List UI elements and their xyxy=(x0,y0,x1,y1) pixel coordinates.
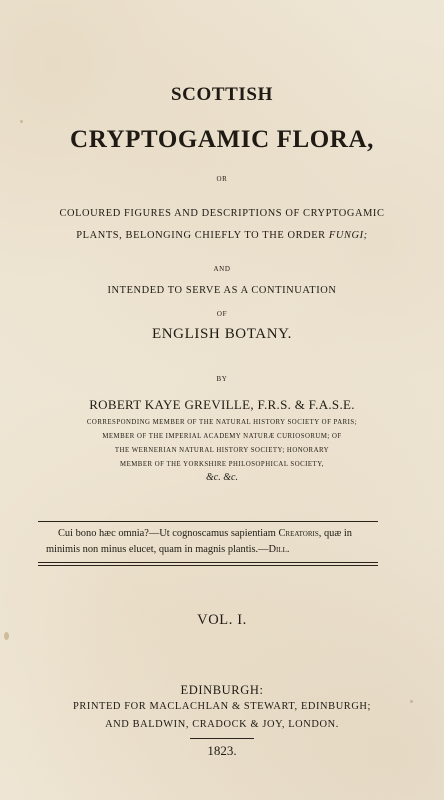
volume-label: VOL. I. xyxy=(197,612,247,628)
quote-top-rule xyxy=(38,521,378,522)
imprint-city: EDINBURGH: xyxy=(180,683,264,697)
by-word: BY xyxy=(216,375,228,383)
quote-line-2-text: minimis non minus elucet, quam in magnis plantis.— xyxy=(46,544,269,555)
membership-line-3: THE WERNERIAN NATURAL HISTORY SOCIETY; HONORARY xyxy=(114,447,330,454)
quote-bottom-rule xyxy=(38,562,378,566)
of-word: OF xyxy=(216,310,228,318)
year-rule xyxy=(190,738,254,739)
title-line-2: CRYPTOGAMIC FLORA, xyxy=(70,126,374,153)
quote-line-2 xyxy=(46,542,376,558)
quote-creatoris: Creatoris xyxy=(278,528,319,539)
imprint-printer-line-2: AND BALDWIN, CRADOCK & JOY, LONDON. xyxy=(105,719,339,730)
description-line-1: COLOURED FIGURES AND DESCRIPTIONS OF CRYPTOGAMIC xyxy=(59,208,385,219)
membership-line-4: MEMBER OF THE YORKSHIRE PHILOSOPHICAL SOCIETY, xyxy=(120,461,324,468)
description-line-2-text: PLANTS, BELONGING CHIEFLY TO THE ORDER xyxy=(76,230,329,241)
quote-line-1-text: Cui bono hæc omnia?—Ut cognoscamus sapientiam xyxy=(58,528,279,539)
quote-dill: Dill xyxy=(268,544,287,555)
fungi-italic: FUNGI; xyxy=(328,230,368,241)
imprint-printer-line-1: PRINTED FOR MACLACHLAN & STEWART, EDINBURGH; xyxy=(72,701,372,712)
membership-line-1: CORRESPONDING MEMBER OF THE NATURAL HISTORY SOCIETY OF PARIS; xyxy=(86,419,358,426)
quote-line-2-end: . xyxy=(286,544,290,555)
title-line-1: SCOTTISH xyxy=(171,84,273,105)
author-name: ROBERT KAYE GREVILLE, F.R.S. & F.A.S.E. xyxy=(89,397,355,412)
foxing-spot xyxy=(20,120,23,123)
membership-line-2: MEMBER OF THE IMPERIAL ACADEMY NATURÆ CURIOSORUM; OF xyxy=(102,433,342,440)
membership-etc: &c. &c. xyxy=(206,472,238,483)
epigraph-quote xyxy=(46,526,376,558)
quote-line-1 xyxy=(46,526,376,542)
english-botany: ENGLISH BOTANY. xyxy=(151,326,293,342)
description-line-2 xyxy=(0,230,444,241)
intended-line: INTENDED TO SERVE AS A CONTINUATION xyxy=(107,285,337,296)
or-word: OR xyxy=(216,175,228,183)
imprint-year: 1823. xyxy=(207,743,237,758)
and-word: AND xyxy=(213,265,231,273)
quote-line-1-end: , quæ in xyxy=(318,528,352,539)
foxing-spot xyxy=(4,632,9,640)
